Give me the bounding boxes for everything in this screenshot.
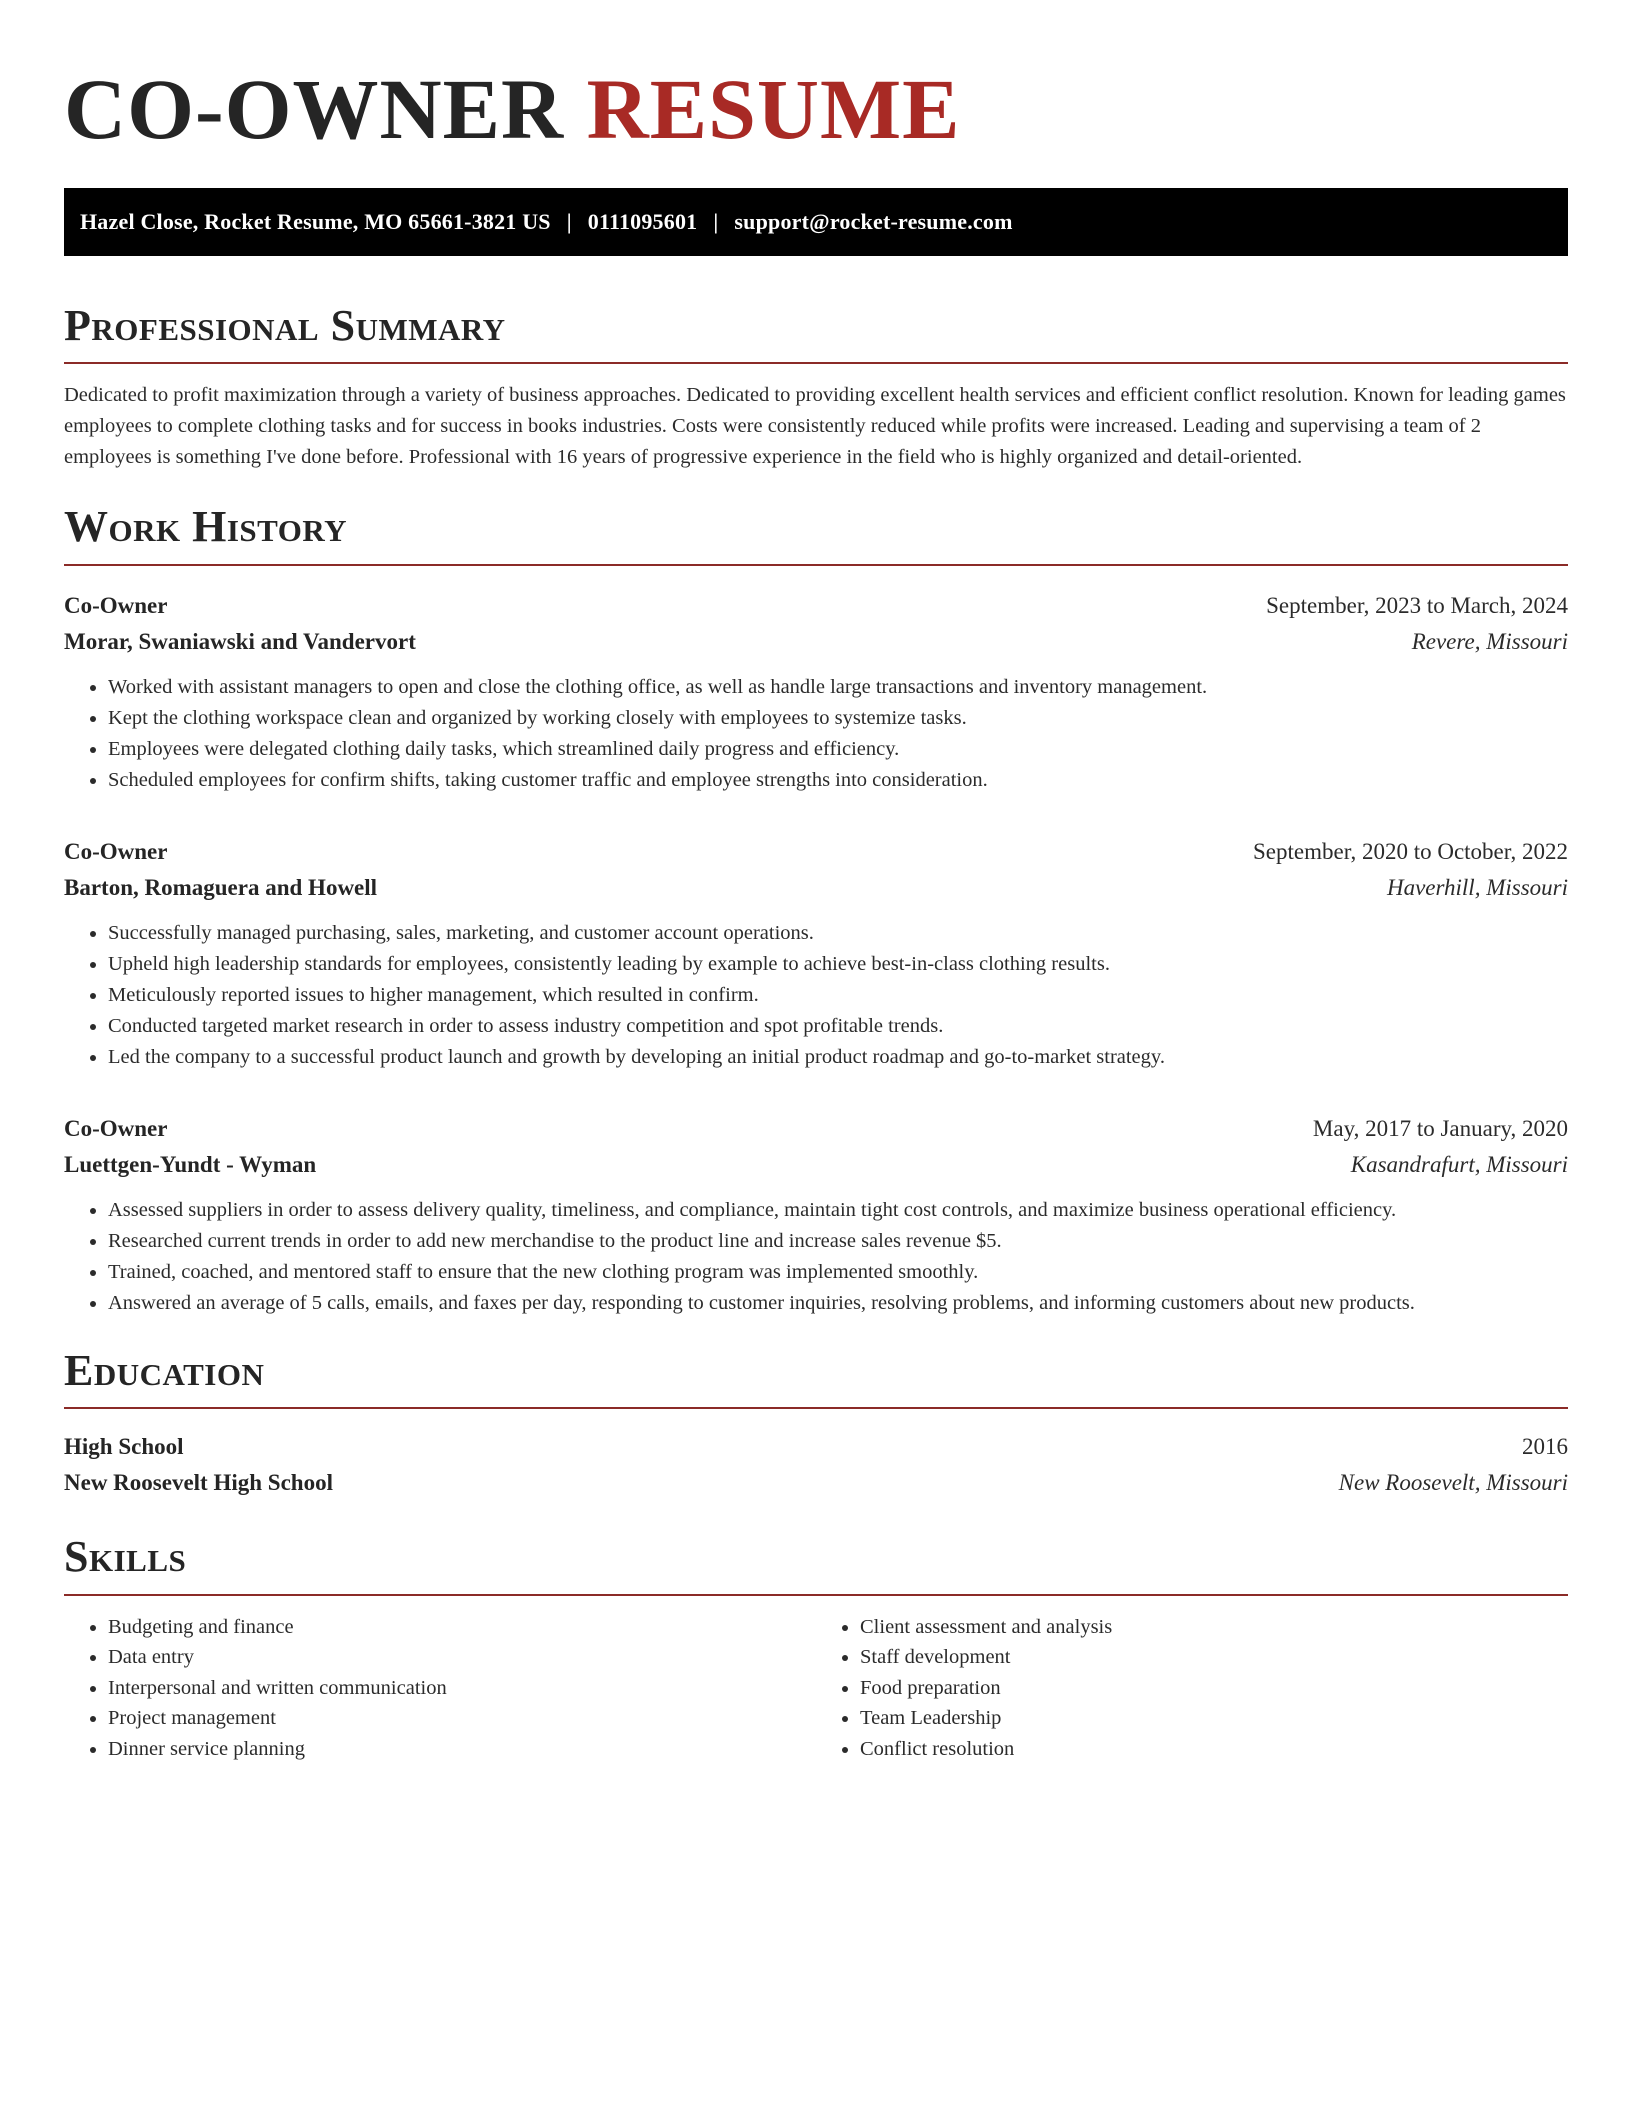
job-header-row: [64, 588, 1568, 624]
job-company-row: [64, 1147, 1568, 1183]
job-company: Morar, Swaniawski and Vandervort: [64, 628, 416, 654]
job-bullet: • Worked with assistant managers to open and close the clothing office, as well as handle large transactions and inventory management.: [108, 672, 1568, 703]
job-bullet: • Researched current trends in order to add new merchandise to the product line and increase sales revenue $5.: [108, 1226, 1568, 1257]
skill-item: • Budgeting and finance: [108, 1612, 816, 1643]
job-company-row: [64, 624, 1568, 660]
skill-item: • Food preparation: [860, 1673, 1568, 1704]
skill-item: • Conflict resolution: [860, 1734, 1568, 1765]
contact-bar: [64, 188, 1568, 256]
job-dates: September, 2023 to March, 2024: [1266, 592, 1568, 618]
education-school-row: [64, 1465, 1568, 1501]
skill-item: • Client assessment and analysis: [860, 1612, 1568, 1643]
contact-address: Hazel Close, Rocket Resume, MO 65661-3821 US: [80, 209, 551, 234]
job-company-row: [64, 870, 1568, 906]
section-title-skills: Skills: [64, 1533, 1568, 1595]
job-location: Revere, Missouri: [1411, 628, 1568, 654]
section-title-summary: Professional Summary: [64, 302, 1568, 364]
job-entry: [64, 834, 1568, 1073]
contact-separator: |: [566, 209, 572, 234]
skills-column-right: [816, 1612, 1568, 1765]
job-bullet: • Kept the clothing workspace clean and organized by working closely with employees to systemize tasks.: [108, 703, 1568, 734]
education-location: New Roosevelt, Missouri: [1338, 1470, 1568, 1496]
job-location: Kasandrafurt, Missouri: [1350, 1151, 1568, 1177]
job-bullets: [64, 918, 1568, 1073]
job-title: Co-Owner: [64, 1115, 168, 1141]
job-company: Barton, Romaguera and Howell: [64, 874, 378, 900]
section-title-education: Education: [64, 1347, 1568, 1409]
job-entry: [64, 1111, 1568, 1319]
title-main: CO-OWNER: [64, 61, 565, 157]
section-title-work-history: Work History: [64, 503, 1568, 565]
job-bullet: • Conducted targeted market research in order to assess industry competition and spot profitable trends.: [108, 1011, 1568, 1042]
contact-separator: |: [713, 209, 719, 234]
skill-item: • Data entry: [108, 1642, 816, 1673]
education-degree: High School: [64, 1434, 184, 1460]
resume-title: [64, 61, 1568, 157]
job-bullet: • Employees were delegated clothing daily tasks, which streamlined daily progress and efficiency.: [108, 734, 1568, 765]
contact-phone: 0111095601: [587, 209, 698, 234]
skill-item: • Staff development: [860, 1642, 1568, 1673]
skill-item: • Interpersonal and written communication: [108, 1673, 816, 1704]
skill-item: • Dinner service planning: [108, 1734, 816, 1765]
skill-item: • Team Leadership: [860, 1703, 1568, 1734]
skills-column-left: [64, 1612, 816, 1765]
job-title: Co-Owner: [64, 592, 168, 618]
job-bullet: • Successfully managed purchasing, sales, marketing, and customer account operations.: [108, 918, 1568, 949]
job-dates: May, 2017 to January, 2020: [1312, 1115, 1568, 1141]
job-bullet: • Upheld high leadership standards for employees, consistently leading by example to achieve best-in-class clothing results.: [108, 949, 1568, 980]
job-header-row: [64, 1111, 1568, 1147]
job-company: Luettgen-Yundt - Wyman: [64, 1151, 317, 1177]
job-entry: [64, 588, 1568, 796]
title-accent: RESUME: [586, 61, 961, 157]
job-dates: September, 2020 to October, 2022: [1253, 838, 1568, 864]
job-bullets: [64, 1195, 1568, 1319]
job-bullet: • Assessed suppliers in order to assess delivery quality, timeliness, and compliance, maintain tight cost controls, and maximize business operational efficiency.: [108, 1195, 1568, 1226]
summary-text: Dedicated to profit maximization through a variety of business approaches. Dedicated to providing excellent health services and efficient conflict resolution. Known for leading games employees to complete clothing tasks and for success in books industries. Costs were consistently reduced while profits were increased. Leading and supervising a team of 2 employees is something I've done before. Professional with 16 years of progressive experience in the field who is highly organized and detail-oriented.: [64, 384, 1566, 469]
job-bullet: • Meticulously reported issues to higher management, which resulted in confirm.: [108, 980, 1568, 1011]
job-bullet: • Answered an average of 5 calls, emails, and faxes per day, responding to customer inquiries, resolving problems, and informing customers about new products.: [108, 1288, 1568, 1319]
job-bullet: • Trained, coached, and mentored staff to ensure that the new clothing program was implemented smoothly.: [108, 1257, 1568, 1288]
education-school: New Roosevelt High School: [64, 1470, 333, 1496]
education-header-row: [64, 1429, 1568, 1465]
job-bullet: • Led the company to a successful product launch and growth by developing an initial product roadmap and go-to-market strategy.: [108, 1042, 1568, 1073]
education-entry: [64, 1429, 1568, 1501]
skills-list: [64, 1612, 1568, 1765]
job-bullets: [64, 672, 1568, 796]
education-year: 2016: [1522, 1434, 1568, 1460]
job-title: Co-Owner: [64, 838, 168, 864]
contact-email: support@rocket-resume.com: [734, 209, 1013, 234]
job-header-row: [64, 834, 1568, 870]
job-location: Haverhill, Missouri: [1386, 874, 1568, 900]
job-bullet: • Scheduled employees for confirm shifts, taking customer traffic and employee strengths into consideration.: [108, 765, 1568, 796]
skill-item: • Project management: [108, 1703, 816, 1734]
